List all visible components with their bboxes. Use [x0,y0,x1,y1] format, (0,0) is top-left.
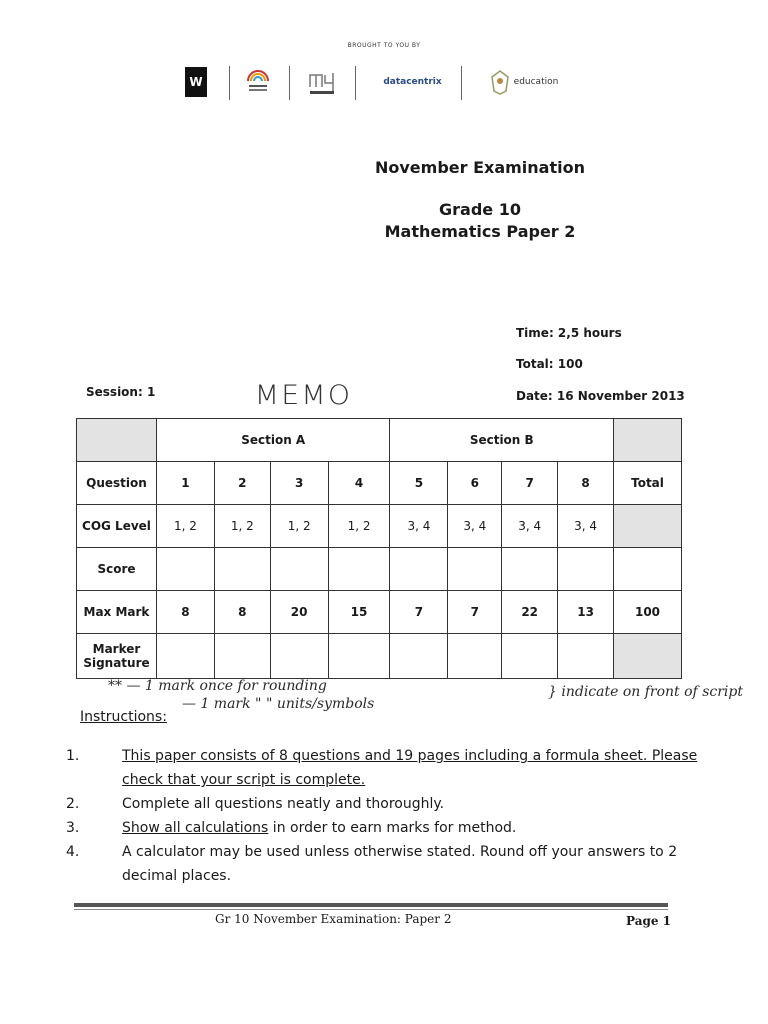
instruction-number: 3. [66,820,80,836]
time-label: Time: 2,5 hours [516,326,622,340]
question-cell: 3 [270,462,328,505]
date-label: Date: 16 November 2013 [516,389,685,403]
instruction-number: 1. [66,748,80,764]
section-a-header: Section A [156,419,390,462]
score-cell[interactable] [214,548,270,591]
instruction-rest: in order to earn marks for method. [268,820,517,836]
instruction-text [122,816,706,840]
max-mark-cell: 22 [502,591,558,634]
footer-rule [74,903,668,907]
grade-title: Grade 10 [439,200,521,219]
score-cell[interactable] [156,548,214,591]
max-mark-cell: 20 [270,591,328,634]
table-corner-right [614,419,682,462]
my-logo-icon [305,64,339,100]
table-corner [77,419,157,462]
handwritten-note-rounding: ** — 1 mark once for rounding [108,678,327,694]
cog-level-total-cell [614,505,682,548]
footer-rule-thin [74,909,668,910]
max-mark-cell: 8 [214,591,270,634]
page-number: Page 1 [626,914,672,928]
max-mark-cell: 15 [328,591,390,634]
instruction-item [66,840,706,888]
row-label-cog-level: COG Level [77,505,157,548]
signature-cell[interactable] [328,634,390,679]
max-mark-cell: 13 [558,591,614,634]
instruction-emphasis: Show all calculations [122,820,269,836]
signature-cell[interactable] [214,634,270,679]
instruction-item [66,816,706,840]
max-mark-cell: 8 [156,591,214,634]
max-mark-cell: 7 [390,591,448,634]
exam-title: November Examination [374,158,585,177]
cog-level-cell: 3, 4 [558,505,614,548]
handwritten-note-side: } indicate on front of script [548,684,743,700]
brought-to-you-by: BROUGHT TO YOU BY [347,42,421,49]
memo-handwritten: MEMO [254,380,353,411]
row-label-marker-signature: Marker Signature [77,634,157,679]
question-cell: 8 [558,462,614,505]
score-cell[interactable] [270,548,328,591]
signature-cell[interactable] [448,634,502,679]
signature-total-cell [614,634,682,679]
instructions-list [66,744,706,888]
signature-cell[interactable] [156,634,214,679]
cog-level-cell: 3, 4 [448,505,502,548]
datacentrix-logo-icon: datacentrix [383,77,442,87]
w-logo-icon: W [185,67,207,97]
instruction-item [66,792,706,816]
score-cell[interactable] [390,548,448,591]
row-label-question: Question [77,462,157,505]
score-cell[interactable] [448,548,502,591]
cog-level-cell: 1, 2 [214,505,270,548]
marks-table [76,418,682,679]
coat-of-arms-icon [483,64,565,100]
cog-level-cell: 3, 4 [502,505,558,548]
rainbow-logo-icon [243,64,273,100]
total-label: Total: 100 [516,357,583,371]
score-cell[interactable] [558,548,614,591]
row-label-max-mark: Max Mark [77,591,157,634]
title-block [330,158,630,243]
question-cell: 6 [448,462,502,505]
sponsor-logos [185,64,565,104]
subject-title: Mathematics Paper 2 [384,222,576,241]
education-logo-label: education [513,77,559,87]
section-b-header: Section B [390,419,614,462]
session-label: Session: 1 [86,385,156,399]
score-cell[interactable] [502,548,558,591]
instruction-number: 2. [66,796,80,812]
cog-level-cell: 3, 4 [390,505,448,548]
logo-divider [229,66,230,100]
max-mark-total-cell: 100 [614,591,682,634]
score-cell[interactable] [328,548,390,591]
cog-level-cell: 1, 2 [156,505,214,548]
question-total-header: Total [614,462,682,505]
instruction-item [66,744,706,792]
question-cell: 4 [328,462,390,505]
question-cell: 1 [156,462,214,505]
question-cell: 7 [502,462,558,505]
row-label-score: Score [77,548,157,591]
instruction-text: Complete all questions neatly and thoroughly. [122,796,445,812]
cog-level-cell: 1, 2 [328,505,390,548]
question-cell: 5 [390,462,448,505]
logo-divider [289,66,290,100]
instruction-text: A calculator may be used unless otherwise stated. Round off your answers to 2 decimal places. [122,844,678,884]
instruction-number: 4. [66,844,80,860]
instruction-text: This paper consists of 8 questions and 19 pages including a formula sheet. Please check that your script is complete. [122,748,698,788]
instructions-heading: Instructions: [80,709,167,725]
max-mark-cell: 7 [448,591,502,634]
signature-cell[interactable] [558,634,614,679]
footer-text: Gr 10 November Examination: Paper 2 [215,912,452,926]
logo-divider [355,66,356,100]
cog-level-cell: 1, 2 [270,505,328,548]
question-cell: 2 [214,462,270,505]
handwritten-note-units: — 1 mark " " units/symbols [182,696,375,712]
signature-cell[interactable] [502,634,558,679]
score-total-cell[interactable] [614,548,682,591]
signature-cell[interactable] [270,634,328,679]
signature-cell[interactable] [390,634,448,679]
logo-divider [461,66,462,100]
